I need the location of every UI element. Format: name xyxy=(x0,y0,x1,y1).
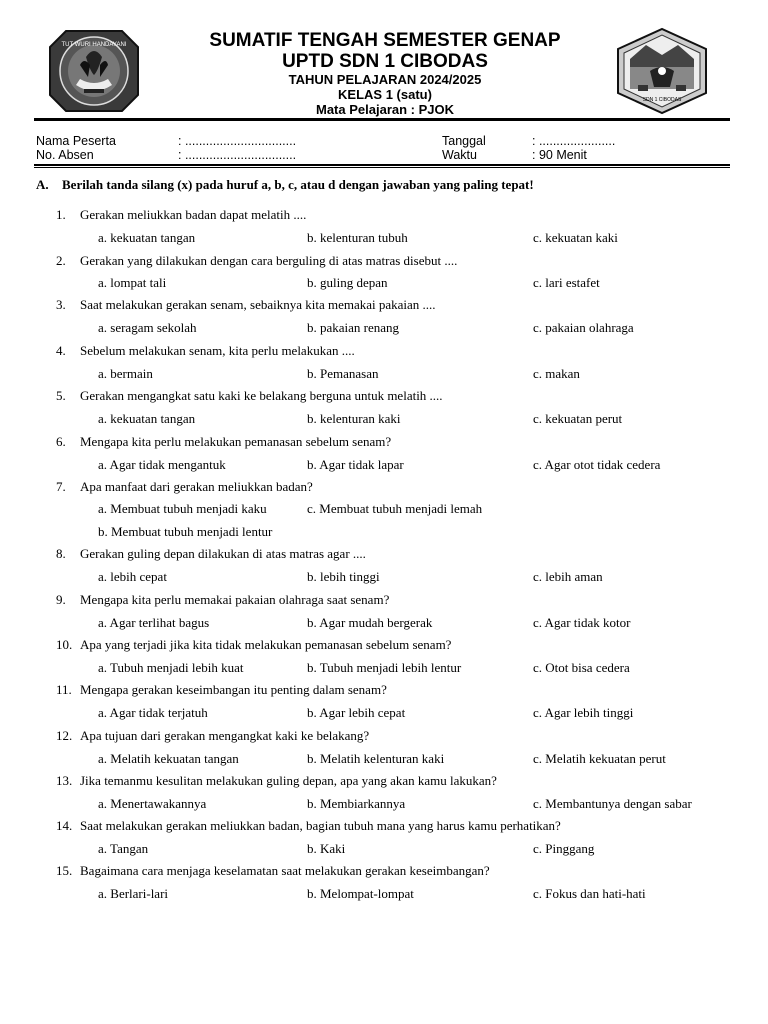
question-text: Apa yang terjadi jika kita tidak melakukan pemanasan sebelum senam? xyxy=(80,637,452,652)
option-c[interactable]: c. Membantunya dengan sabar xyxy=(533,796,692,811)
option-c[interactable]: c. Fokus dan hati-hati xyxy=(533,886,646,901)
question-text: Mengapa gerakan keseimbangan itu penting dalam senam? xyxy=(80,682,387,697)
question-item xyxy=(56,637,451,652)
question-text: Gerakan guling depan dilakukan di atas matras agar .... xyxy=(80,546,366,561)
option-a[interactable]: a. Tubuh menjadi lebih kuat xyxy=(98,660,244,675)
question-item xyxy=(56,297,436,312)
question-text: Gerakan mengangkat satu kaki ke belakang berguna untuk melatih .... xyxy=(80,388,443,403)
question-item xyxy=(56,863,490,878)
date-label: Tanggal xyxy=(442,134,486,148)
info-left-values xyxy=(178,134,296,162)
option-c[interactable]: c. Melatih kekuatan perut xyxy=(533,751,666,766)
question-text: Apa manfaat dari gerakan meliukkan badan? xyxy=(80,479,313,494)
option-a[interactable]: a. Berlari-lari xyxy=(98,886,169,901)
option-a[interactable]: a. seragam sekolah xyxy=(98,320,197,335)
question-item xyxy=(56,592,389,607)
option-c[interactable]: c. Agar tidak kotor xyxy=(533,615,631,630)
name-label: Nama Peserta xyxy=(36,134,116,148)
academic-year: TAHUN PELAJARAN 2024/2025 xyxy=(288,72,482,87)
option-a[interactable]: a. Membuat tubuh menjadi kaku xyxy=(98,501,267,516)
question-item xyxy=(56,728,369,743)
absen-field[interactable]: : ................................ xyxy=(178,148,297,162)
section-instruction xyxy=(36,177,534,193)
header-divider xyxy=(34,118,730,121)
exam-header xyxy=(0,0,768,122)
question-item xyxy=(56,207,306,222)
question-number: 5. xyxy=(56,388,66,403)
option-b[interactable]: b. lebih tinggi xyxy=(307,569,380,584)
question-text: Saat melakukan gerakan meliukkan badan, bagian tubuh mana yang harus kamu perhatikan? xyxy=(80,818,561,833)
info-right xyxy=(442,134,486,162)
school-name: UPTD SDN 1 CIBODAS xyxy=(282,51,488,72)
question-text: Mengapa kita perlu melakukan pemanasan sebelum senam? xyxy=(80,434,392,449)
option-b[interactable]: b. Tubuh menjadi lebih lentur xyxy=(307,660,462,675)
question-number: 11. xyxy=(56,682,72,697)
question-item xyxy=(56,773,497,788)
option-b[interactable]: b. Melatih kelenturan kaki xyxy=(307,751,445,766)
option-a[interactable]: a. kekuatan tangan xyxy=(98,230,196,245)
option-b[interactable]: b. Agar tidak lapar xyxy=(307,457,404,472)
option-c[interactable]: c. kekuatan perut xyxy=(533,411,623,426)
option-c[interactable]: c. Pinggang xyxy=(533,841,595,856)
question-number: 13. xyxy=(56,773,73,788)
option-c[interactable]: c. Otot bisa cedera xyxy=(533,660,630,675)
option-c[interactable]: c. kekuatan kaki xyxy=(533,230,618,245)
option-c[interactable]: c. Agar otot tidak cedera xyxy=(533,457,661,472)
question-number: 6. xyxy=(56,434,66,449)
option-b[interactable]: b. kelenturan kaki xyxy=(307,411,401,426)
question-number: 14. xyxy=(56,818,73,833)
school-logo xyxy=(610,27,714,115)
question-text: Mengapa kita perlu memakai pakaian olahraga saat senam? xyxy=(80,592,390,607)
question-text: Apa tujuan dari gerakan mengangkat kaki ke belakang? xyxy=(80,728,370,743)
info-divider xyxy=(34,164,730,168)
subject-label: Mata Pelajaran : PJOK xyxy=(316,102,454,117)
option-c[interactable]: c. lari estafet xyxy=(533,275,600,290)
option-b[interactable]: b. Kaki xyxy=(307,841,346,856)
question-item xyxy=(56,388,443,403)
question-item xyxy=(56,546,366,561)
question-text: Jika temanmu kesulitan melakukan guling depan, apa yang akan kamu lakukan? xyxy=(80,773,497,788)
question-number: 12. xyxy=(56,728,73,743)
question-item xyxy=(56,818,561,833)
option-b[interactable]: b. guling depan xyxy=(307,275,388,290)
option-b[interactable]: b. Pemanasan xyxy=(307,366,379,381)
time-label: Waktu xyxy=(442,148,477,162)
question-item xyxy=(56,343,355,358)
option-b[interactable]: b. Membuat tubuh menjadi lentur xyxy=(98,524,273,539)
option-c[interactable]: c. pakaian olahraga xyxy=(533,320,634,335)
question-item xyxy=(56,682,387,697)
option-b[interactable]: b. pakaian renang xyxy=(307,320,400,335)
question-number: 2. xyxy=(56,253,66,268)
question-number: 1. xyxy=(56,207,66,222)
option-b[interactable]: b. Melompat-lompat xyxy=(307,886,414,901)
option-a[interactable]: a. Agar terlihat bagus xyxy=(98,615,210,630)
option-c[interactable]: c. lebih aman xyxy=(533,569,603,584)
option-a[interactable]: a. Agar tidak mengantuk xyxy=(98,457,226,472)
info-left xyxy=(36,134,116,162)
question-item xyxy=(56,479,313,494)
title-block xyxy=(170,30,600,117)
section-letter: A. xyxy=(36,177,49,192)
option-c[interactable]: c. makan xyxy=(533,366,580,381)
date-field[interactable]: : ...................... xyxy=(532,134,616,148)
tut-wuri-handayani-logo xyxy=(46,27,142,115)
question-number: 10. xyxy=(56,637,73,652)
class-label: KELAS 1 (satu) xyxy=(338,87,432,102)
option-c[interactable]: c. Agar lebih tinggi xyxy=(533,705,634,720)
question-text: Gerakan yang dilakukan dengan cara berguling di atas matras disebut .... xyxy=(80,253,458,268)
option-a[interactable]: a. Tangan xyxy=(98,841,149,856)
question-text: Saat melakukan gerakan senam, sebaiknya kita memakai pakaian .... xyxy=(80,297,436,312)
question-text: Gerakan meliukkan badan dapat melatih .... xyxy=(80,207,307,222)
logo-motto: TUT WURI HANDAYANI xyxy=(61,42,127,48)
time-value: : 90 Menit xyxy=(532,148,587,162)
question-number: 3. xyxy=(56,297,66,312)
question-item xyxy=(56,434,391,449)
option-b[interactable]: b. kelenturan tubuh xyxy=(307,230,408,245)
info-right-values xyxy=(532,134,615,162)
option-a[interactable]: a. lebih cepat xyxy=(98,569,167,584)
option-c[interactable]: c. Membuat tubuh menjadi lemah xyxy=(307,501,483,516)
question-text: Sebelum melakukan senam, kita perlu melakukan .... xyxy=(80,343,355,358)
question-number: 7. xyxy=(56,479,66,494)
school-logo-text: SDN 1 CIBODAS xyxy=(642,97,682,103)
name-field[interactable]: : ................................ xyxy=(178,134,297,148)
option-b[interactable]: b. Membiarkannya xyxy=(307,796,406,811)
instruction-text: Berilah tanda silang (x) pada huruf a, b, c, atau d dengan jawaban yang paling tepat! xyxy=(62,177,534,192)
exam-title: SUMATIF TENGAH SEMESTER GENAP xyxy=(209,30,561,51)
option-b[interactable]: b. Agar mudah bergerak xyxy=(307,615,433,630)
question-number: 15. xyxy=(56,863,73,878)
question-number: 8. xyxy=(56,546,66,561)
question-number: 4. xyxy=(56,343,66,358)
absen-label: No. Absen xyxy=(36,148,94,162)
option-a[interactable]: a. lompat tali xyxy=(98,275,167,290)
option-b[interactable]: b. Agar lebih cepat xyxy=(307,705,406,720)
option-a[interactable]: a. Agar tidak terjatuh xyxy=(98,705,208,720)
option-a[interactable]: a. bermain xyxy=(98,366,153,381)
question-item xyxy=(56,253,457,268)
question-text: Bagaimana cara menjaga keselamatan saat melakukan gerakan keseimbangan? xyxy=(80,863,490,878)
question-number: 9. xyxy=(56,592,66,607)
option-a[interactable]: a. Melatih kekuatan tangan xyxy=(98,751,239,766)
option-a[interactable]: a. kekuatan tangan xyxy=(98,411,196,426)
option-a[interactable]: a. Menertawakannya xyxy=(98,796,207,811)
